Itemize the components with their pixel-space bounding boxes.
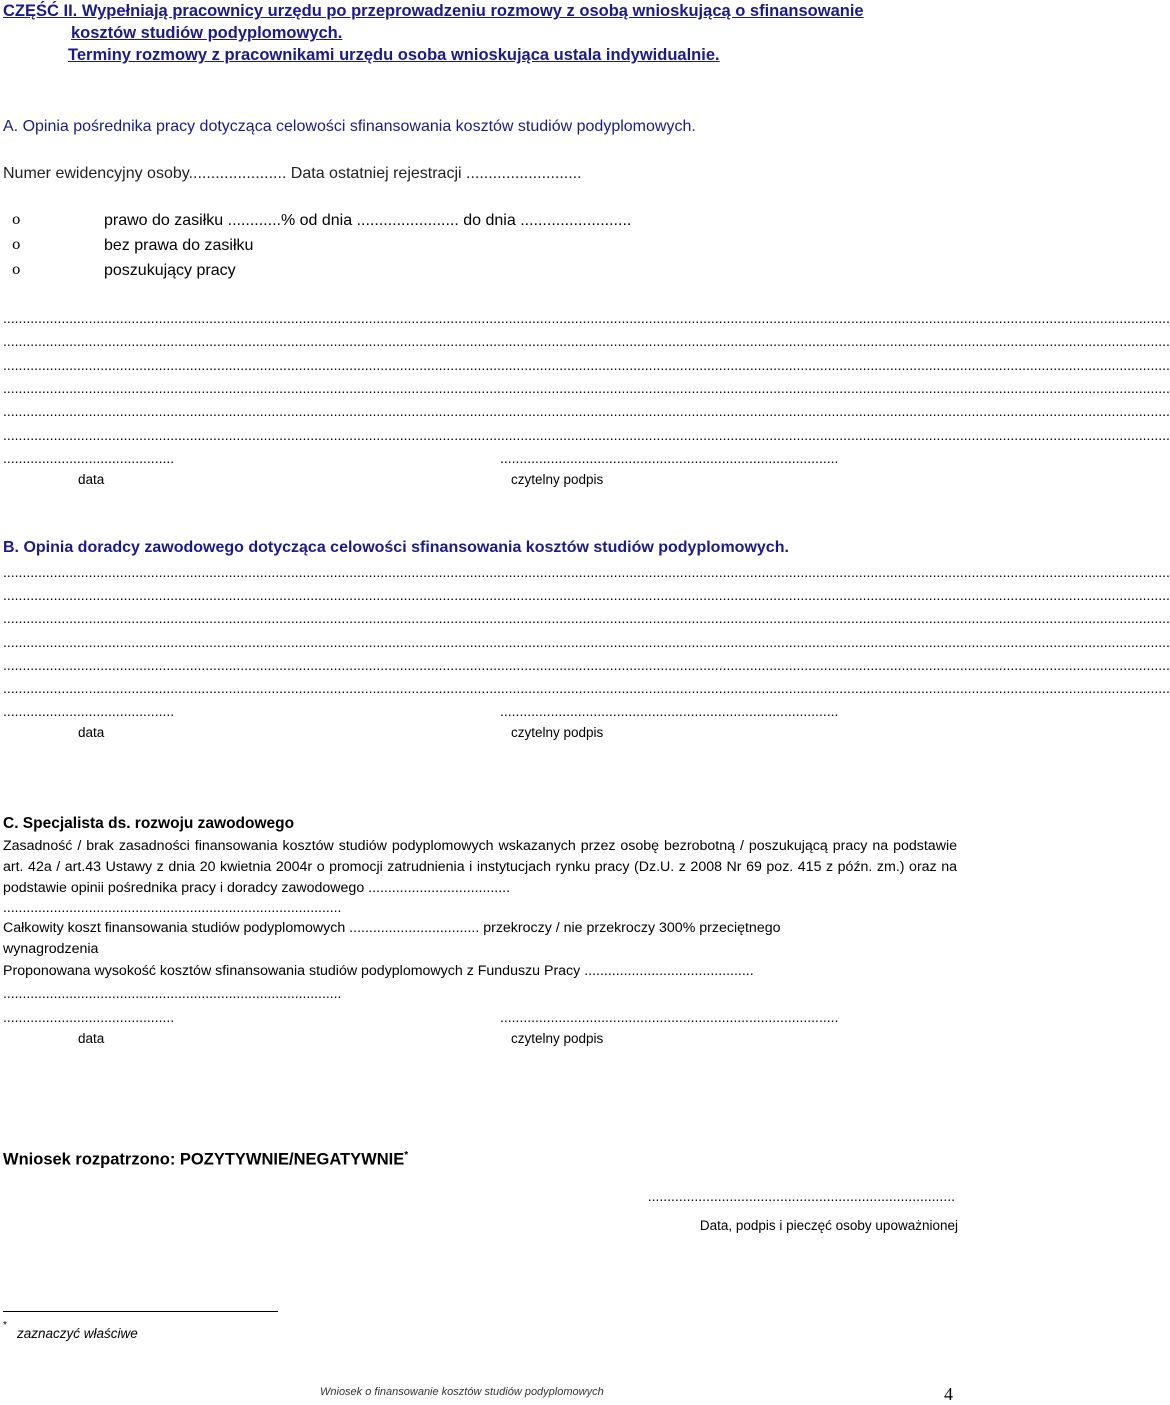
dotted-line: ............................................................................................................................................................................................................................................................................................................ (3, 633, 1170, 650)
section-a-title: A. Opinia pośrednika pracy dotycząca celowości sfinansowania kosztów studiów podyplomowych. (3, 118, 696, 135)
header-line-1: CZĘŚĆ II. Wypełniają pracownicy urzędu po przeprowadzeniu rozmowy z osobą wnioskującą o sfinansowanie (3, 2, 864, 20)
section-c-date-label: data (78, 1031, 105, 1046)
section-a-date-dots: ............................................ (3, 450, 175, 466)
section-a-sign-dots: ....................................................................................... (500, 450, 839, 466)
section-c-dots-1: ....................................................................................... (3, 899, 342, 915)
dotted-line: ............................................................................................................................................................................................................................................................................................................ (3, 403, 1170, 420)
dotted-line: ............................................................................................................................................................................................................................................................................................................ (3, 310, 1170, 326)
footer-title: Wniosek o finansowanie kosztów studiów podyplomowych (320, 1386, 604, 1398)
section-b-date-dots: ............................................ (3, 703, 175, 719)
registry-line: Numer ewidencyjny osoby...................... Data ostatniej rejestracji .......................... (3, 165, 582, 182)
section-b-date-label: data (78, 725, 105, 740)
decision-label: Wniosek rozpatrzono: POZYTYWNIE/NEGATYWNIE (3, 1150, 405, 1169)
dotted-line: ............................................................................................................................................................................................................................................................................................................ (3, 610, 1170, 627)
dotted-line: ............................................................................................................................................................................................................................................................................................................ (3, 333, 1170, 350)
decision-sign-dots: ............................................................................... (647, 1188, 955, 1204)
section-b-sign-dots: ....................................................................................... (500, 703, 839, 719)
footnote-mark: * (3, 1320, 7, 1331)
option-job-seeker: poszukujący pracy (104, 262, 236, 279)
section-c-sign-label: czytelny podpis (511, 1031, 604, 1046)
section-c-title (3, 815, 294, 833)
option-no-benefit: bez prawa do zasiłku (104, 237, 254, 254)
section-c-date-dots: ............................................ (3, 1009, 175, 1025)
dotted-line: ............................................................................................................................................................................................................................................................................................................ (3, 564, 1170, 580)
dotted-line: ............................................................................................................................................................................................................................................................................................................ (3, 680, 1170, 696)
header-line-3: Terminy rozmowy z pracownikami urzędu osoba wnioskująca ustala indywidualnie. (68, 46, 720, 64)
dotted-line: ............................................................................................................................................................................................................................................................................................................ (3, 356, 1170, 373)
bullet-icon: ο (12, 237, 21, 253)
proposed-cost-line: Proponowana wysokość kosztów sfinansowania studiów podyplomowych z Funduszu Pracy ........................................... (3, 963, 754, 979)
section-a-sign-label: czytelny podpis (511, 472, 604, 487)
dotted-line: ............................................................................................................................................................................................................................................................................................................ (3, 656, 1170, 673)
option-benefit: prawo do zasiłku ............% od dnia ....................... do dnia ......................... (104, 212, 632, 229)
dotted-line: ............................................................................................................................................................................................................................................................................................................ (3, 379, 1170, 396)
header-line-2: kosztów studiów podyplomowych. (71, 24, 343, 42)
dotted-line: ............................................................................................................................................................................................................................................................................................................ (3, 587, 1170, 604)
section-c-dots-2: ....................................................................................... (3, 985, 342, 1001)
section-b-sign-label: czytelny podpis (511, 725, 604, 740)
section-c-title-prefix: C. Specjalista ds. (3, 815, 131, 832)
decision-mark: * (404, 1150, 409, 1161)
dotted-line: ............................................................................................................................................................................................................................................................................................................ (3, 426, 1170, 443)
section-c-paragraph: Zasadność / brak zasadności finansowania kosztów studiów podyplomowych wskazanych przez osobę bezrobotną / poszukującą pracy na podstawie art. 42a / art.43 Ustawy z dnia 20 kwietnia 2004r o promocji zatrudnienia i instytucjach rynku pracy (Dz.U. z 2008 Nr 69 poz. 415 z późn. zm.) oraz na podstawie opinii pośrednika pracy i doradcy zawodowego .................................... (3, 838, 957, 896)
page-number: 4 (944, 1384, 953, 1404)
bullet-icon: ο (12, 262, 21, 278)
section-c-title-rest: rozwoju zawodowego (130, 815, 295, 832)
total-cost-line-2: wynagrodzenia (3, 941, 99, 957)
decision-text (3, 1150, 408, 1170)
section-c-sign-dots: ....................................................................................... (500, 1009, 839, 1025)
section-b-title: B. Opinia doradcy zawodowego dotycząca celowości sfinansowania kosztów studiów podyplomowych. (3, 539, 789, 556)
footnote-divider (3, 1311, 278, 1312)
bullet-icon: ο (12, 212, 21, 228)
footnote-text: zaznaczyć właściwe (17, 1326, 138, 1341)
section-a-date-label: data (78, 472, 105, 487)
total-cost-line: Całkowity koszt finansowania studiów podyplomowych ................................. przekroczy / nie przekroczy 300% przeciętnego (3, 920, 781, 936)
decision-sign-label: Data, podpis i pieczęć osoby upoważnionej (699, 1218, 958, 1233)
